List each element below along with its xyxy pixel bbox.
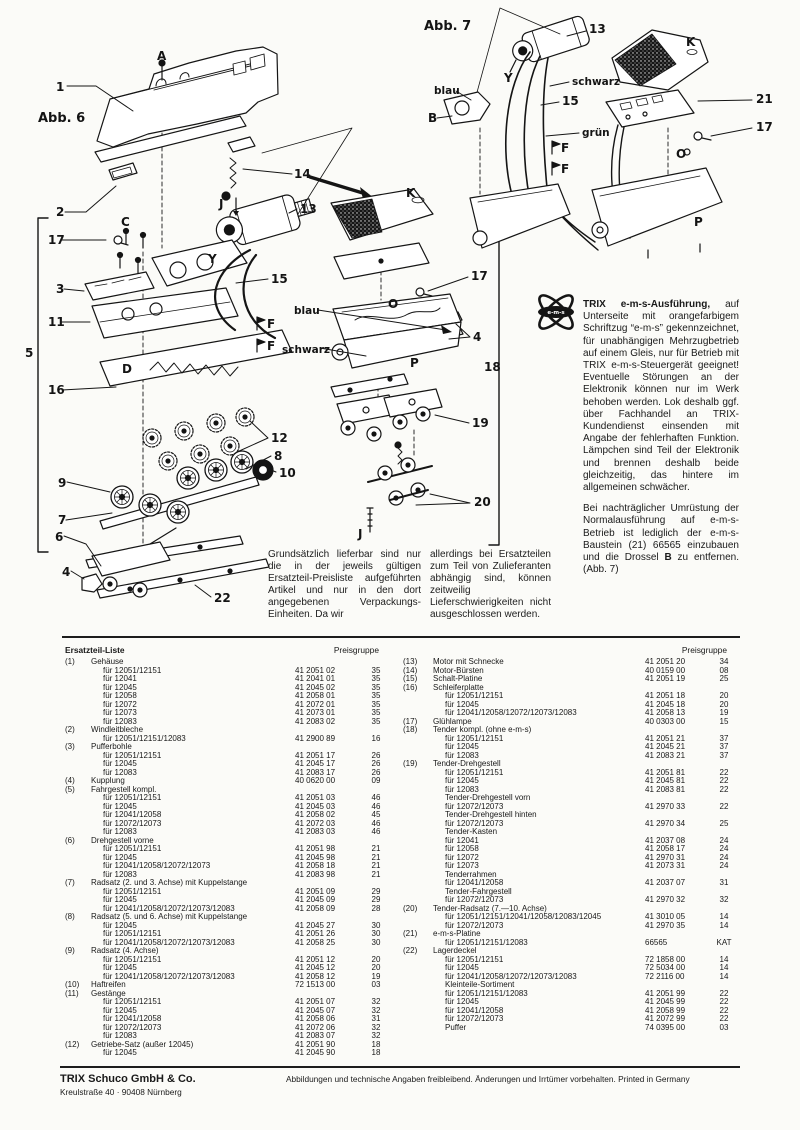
parts-row: für 12073 41 2073 31 24 xyxy=(445,861,729,870)
parts-row: für 12083 41 2083 98 21 xyxy=(103,869,381,879)
parts-list xyxy=(65,645,741,1058)
callout-17: 17 xyxy=(471,269,488,283)
parts-row: (16) Schleiferplatte xyxy=(403,682,484,692)
callout-k: K xyxy=(406,186,416,200)
parts-row: (13) Motor mit Schnecke 41 2051 20 34 xyxy=(403,657,729,666)
callout-schwarz: schwarz xyxy=(282,344,331,356)
parts-row: für 12051/12151/12083 41 2900 89 16 xyxy=(103,733,381,743)
parts-row: für 12051/12151 72 1858 00 14 xyxy=(445,954,729,964)
callout-13: 13 xyxy=(300,202,317,216)
parts-row: für 12073 41 2073 01 35 xyxy=(103,708,381,717)
callout-y: Y xyxy=(504,71,513,85)
callout-j: J xyxy=(219,197,224,211)
callout-15: 15 xyxy=(271,272,288,286)
parts-row: für 12051/12151 41 2051 02 35 xyxy=(103,665,381,675)
parts-row: für 12051/12151/12083 66565 KAT xyxy=(445,937,732,947)
parts-row: (7) Radsatz (2. und 3. Achse) mit Kuppelstange xyxy=(65,878,248,887)
parts-row: für 12051/12151 41 2051 17 26 xyxy=(103,750,381,760)
parts-row: (17) Glühlampe 40 0303 00 15 xyxy=(403,716,729,726)
parts-row: für 12045 41 2045 03 46 xyxy=(103,801,381,811)
parts-row: (3) Pufferbohle xyxy=(65,742,132,751)
callout-c: C xyxy=(121,215,130,229)
callout-d: D xyxy=(122,362,132,376)
parts-row: für 12083 41 2083 17 26 xyxy=(103,767,381,777)
parts-row: für 12072/12073 41 2072 99 22 xyxy=(445,1014,729,1023)
callout-p: P xyxy=(410,356,419,370)
callout-5: 5 xyxy=(25,346,34,360)
parts-rows-left xyxy=(65,658,393,1058)
parts-row: für 12083 41 2083 07 32 xyxy=(103,1031,381,1040)
callout-15: 15 xyxy=(562,94,579,108)
callout-f: F xyxy=(267,339,276,353)
ems-paragraph-1: TRIX e-m-s-Ausführung, auf Unterseite mit orangefarbigem Schriftzug “e-m-s” gekennzeichnet, für unabhängigen Mehrzugbetrieb auf einem Gleis, nur für Betrieb mit TRIX e-m-s-Steuergerät geeignet! Eventuelle Störungen an der Elektronik können nur im Werk behoben werden. Lok deshalb ggf. über Fachhandel an TRIX-Kundendienst einsenden mit Angabe der fehlerhaften Funktion. Lämpchen sind Teil der Elektronik und brennen deshalb beide gleichzeitig, das hintere im allgemeinen schwächer. xyxy=(583,299,739,494)
parts-row: für 12041/12058/12072/12073/12083 41 2058 12 19 xyxy=(103,971,381,981)
callout-f: F xyxy=(267,317,276,331)
company-address: Kreulstraße 40 · 90408 Nürnberg xyxy=(60,1087,182,1097)
parts-row: für 12045 41 2045 02 35 xyxy=(103,682,381,692)
callout-10: 10 xyxy=(279,466,296,480)
parts-row: für 12058 41 2058 17 24 xyxy=(445,844,729,853)
parts-row: für 12051/12151 41 2051 18 20 xyxy=(445,691,729,700)
parts-row: für 12058 41 2058 01 35 xyxy=(103,691,381,700)
callout-7: 7 xyxy=(58,513,67,527)
parts-row: Puffer 74 0395 00 03 xyxy=(445,1022,729,1032)
parts-row: für 12072 41 2072 01 35 xyxy=(103,699,381,709)
callout-12: 12 xyxy=(271,431,288,445)
callout-13: 13 xyxy=(589,22,606,36)
parts-row: für 12045 41 2045 81 22 xyxy=(445,776,729,785)
callout-p: P xyxy=(694,215,703,229)
parts-row: (11) Gestänge xyxy=(65,988,126,998)
callout-f: F xyxy=(561,141,570,155)
parts-row: für 12045 41 2045 07 32 xyxy=(103,1005,381,1015)
parts-row: (4) Kupplung 40 0620 00 09 xyxy=(65,776,381,785)
callout-blau: blau xyxy=(434,85,460,97)
footer-rule xyxy=(60,1066,740,1068)
table-top-rule xyxy=(62,636,740,638)
callout-2: 2 xyxy=(56,205,65,219)
callout-abb-7: Abb. 7 xyxy=(424,19,472,34)
parts-row: für 12041/12058 41 2037 07 31 xyxy=(445,878,729,887)
parts-row: (5) Fahrgestell kompl. xyxy=(65,784,157,794)
availability-note-left: Grundsätzlich lieferbar sind nur die in der jeweils gültigen Ersatzteil-Preisliste aufgeführten Artikel und nur in den dort angegebenen Verpackungs-Einheiten. Da wir xyxy=(268,549,421,620)
parts-row: (20) Tender-Radsatz (7.—10. Achse) xyxy=(403,903,547,913)
callout-j: J xyxy=(358,527,363,541)
parts-row: für 12045 41 2045 12 20 xyxy=(103,963,381,972)
parts-row: für 12041/12058 41 2058 99 22 xyxy=(445,1005,729,1015)
callout-16: 16 xyxy=(48,383,65,397)
parts-row: für 12072/12073 41 2970 35 14 xyxy=(445,920,729,930)
parts-row: (2) Windleitbleche xyxy=(65,725,144,734)
parts-row: für 12072/12073 41 2970 33 22 xyxy=(445,801,729,811)
parts-row: (8) Radsatz (5. und 6. Achse) mit Kuppelstange xyxy=(65,912,248,921)
parts-row: für 12045 41 2045 98 21 xyxy=(103,852,381,862)
parts-row: für 12051/12151 41 2051 21 37 xyxy=(445,733,729,743)
parts-row: für 12045 72 5034 00 14 xyxy=(445,963,729,972)
ems-note xyxy=(583,299,739,576)
parts-row: Tenderrahmen xyxy=(445,869,497,879)
parts-row: Tender-Kasten xyxy=(445,827,498,836)
parts-row: für 12072/12073 41 2072 06 32 xyxy=(103,1022,381,1032)
parts-row: für 12072/12073 41 2970 32 32 xyxy=(445,895,729,904)
parts-row: (1) Gehäuse xyxy=(65,657,124,666)
callout-grün: grün xyxy=(582,127,610,139)
parts-column-right xyxy=(403,645,741,1058)
parts-header-right xyxy=(403,645,741,655)
parts-row: für 12072/12073 41 2072 03 46 xyxy=(103,818,381,828)
parts-row: für 12041/12058/12072/12073 41 2058 18 21 xyxy=(103,861,381,870)
callout-blau: blau xyxy=(294,305,320,317)
parts-row: für 12051/12151 41 2051 26 30 xyxy=(103,929,381,938)
callout-19: 19 xyxy=(472,416,489,430)
parts-row: (21) e-m-s-Platine xyxy=(403,929,481,938)
callout-abb-6: Abb. 6 xyxy=(38,111,86,126)
parts-row: (10) Haftreifen 72 1513 00 03 xyxy=(65,980,381,989)
parts-row: (15) Schalt-Platine 41 2051 19 25 xyxy=(403,674,729,683)
callout-a: A xyxy=(157,49,167,63)
callout-11: 11 xyxy=(48,315,65,329)
parts-row: für 12051/12151 41 2051 09 29 xyxy=(103,886,381,896)
parts-row: für 12051/12151 41 2051 12 20 xyxy=(103,954,381,964)
parts-row: für 12041/12058 41 2058 02 45 xyxy=(103,810,381,819)
parts-header-left xyxy=(65,645,393,655)
callout-3: 3 xyxy=(56,282,65,296)
parts-row: für 12045 41 2045 90 18 xyxy=(103,1048,381,1057)
parts-row: (6) Drehgestell vorne xyxy=(65,835,154,845)
parts-row: (9) Radsatz (4. Achse) xyxy=(65,946,159,955)
parts-row: für 12083 41 2083 81 22 xyxy=(445,784,729,794)
callout-9: 9 xyxy=(58,476,67,490)
parts-row: für 12072/12073 41 2970 34 25 xyxy=(445,818,729,828)
parts-row: für 12045 41 2045 09 29 xyxy=(103,895,381,904)
parts-row: für 12041/12058/12072/12073/12083 41 2058 09 28 xyxy=(103,903,381,913)
parts-row: (18) Tender kompl. (ohne e-m-s) xyxy=(403,725,532,734)
parts-row: für 12041 41 2041 01 35 xyxy=(103,674,381,683)
callout-21: 21 xyxy=(756,92,773,106)
parts-column-left xyxy=(65,645,393,1058)
callout-k: K xyxy=(686,35,696,49)
footer xyxy=(60,1073,740,1097)
parts-row: Kleinteile-Sortiment xyxy=(445,980,515,989)
callout-o: O xyxy=(676,147,687,161)
callout-8: 8 xyxy=(274,449,283,463)
callout-y: Y xyxy=(208,252,217,266)
price-group-header: Preisgruppe xyxy=(333,645,379,655)
callout-14: 14 xyxy=(294,167,311,181)
parts-row: (14) Motor-Bürsten 40 0159 00 08 xyxy=(403,665,729,675)
callout-17: 17 xyxy=(48,233,65,247)
callout-22: 22 xyxy=(214,591,231,605)
callout-6: 6 xyxy=(55,530,64,544)
parts-row: für 12041/12058/12072/12073/12083 72 2116 00 14 xyxy=(445,971,729,981)
parts-row: für 12051/12151/12041/12058/12083/12045 41 3010 05 14 xyxy=(445,912,729,921)
parts-list-title: Ersatzteil-Liste xyxy=(65,645,125,655)
parts-row: für 12041/12058/12072/12073/12083 41 2058 25 30 xyxy=(103,937,381,947)
callout-o: O xyxy=(388,297,399,311)
parts-row: (19) Tender-Drehgestell xyxy=(403,759,501,768)
callout-4: 4 xyxy=(62,565,71,579)
parts-row: für 12051/12151 41 2051 98 21 xyxy=(103,844,381,853)
parts-row: für 12045 41 2045 21 37 xyxy=(445,742,729,751)
callout-20: 20 xyxy=(474,495,491,509)
price-group-header: Preisgruppe xyxy=(681,645,727,655)
legal-notice: Abbildungen und technische Angaben freibleibend. Änderungen und Irrtümer vorbehalten. Printed in Germany xyxy=(286,1074,690,1084)
company-name: TRIX Schuco GmbH & Co. xyxy=(60,1073,196,1085)
callout-1: 1 xyxy=(56,80,65,94)
parts-row: für 12083 41 2083 03 46 xyxy=(103,827,381,836)
ems-title: TRIX e-m-s-Ausführung, xyxy=(583,299,711,310)
callout-17: 17 xyxy=(756,120,773,134)
parts-row: für 12051/12151 41 2051 03 46 xyxy=(103,793,381,802)
parts-row: für 12051/12151/12083 41 2051 99 22 xyxy=(445,988,729,998)
parts-row: (22) Lagerdeckel xyxy=(403,946,477,955)
publisher-block xyxy=(60,1073,286,1097)
callout-4: 4 xyxy=(473,330,482,344)
callout-f: F xyxy=(561,162,570,176)
callout-18: 18 xyxy=(484,360,501,374)
callout-e-m-s: e-m-s xyxy=(547,310,565,316)
parts-row: für 12045 41 2045 27 30 xyxy=(103,920,381,930)
availability-note-right: allerdings bei Ersatzteilen zum Teil von Zulieferanten abhängig sind, können zeitweilig Lieferschwierigkeiten nicht ausgeschlossen werden. xyxy=(430,549,551,620)
parts-row: für 12083 41 2083 02 35 xyxy=(103,716,381,726)
parts-row: Tender-Fahrgestell xyxy=(445,886,512,896)
callout-b: B xyxy=(428,111,438,125)
parts-row: Tender-Drehgestell vorn xyxy=(445,793,531,802)
parts-rows-right xyxy=(403,658,741,1032)
parts-row: für 12041/12058/12072/12073/12083 41 2058 13 19 xyxy=(445,708,729,717)
parts-row: für 12072 41 2970 31 24 xyxy=(445,852,729,862)
parts-row: für 12041 41 2037 08 24 xyxy=(445,835,729,845)
parts-row: für 12083 41 2083 21 37 xyxy=(445,750,729,760)
parts-row: für 12051/12151 41 2051 07 32 xyxy=(103,997,381,1006)
parts-row: (12) Getriebe-Satz (außer 12045) 41 2051 90 18 xyxy=(65,1039,381,1049)
parts-row: für 12051/12151 41 2051 81 22 xyxy=(445,767,729,777)
parts-row: für 12041/12058 41 2058 06 31 xyxy=(103,1014,381,1023)
ems-paragraph-2: Bei nachträglicher Umrüstung der Normalausführung auf e-m-s-Betrieb ist lediglich der e-m-s-Baustein (21) 66565 einzubauen und die Drossel B zu entfernen. (Abb. 7) xyxy=(583,503,739,576)
parts-row: Tender-Drehgestell hinten xyxy=(445,810,537,819)
parts-row: für 12045 41 2045 99 22 xyxy=(445,997,729,1006)
parts-row: für 12045 41 2045 17 26 xyxy=(103,759,381,768)
parts-row: für 12045 41 2045 18 20 xyxy=(445,699,729,709)
callout-schwarz: schwarz xyxy=(572,76,621,88)
